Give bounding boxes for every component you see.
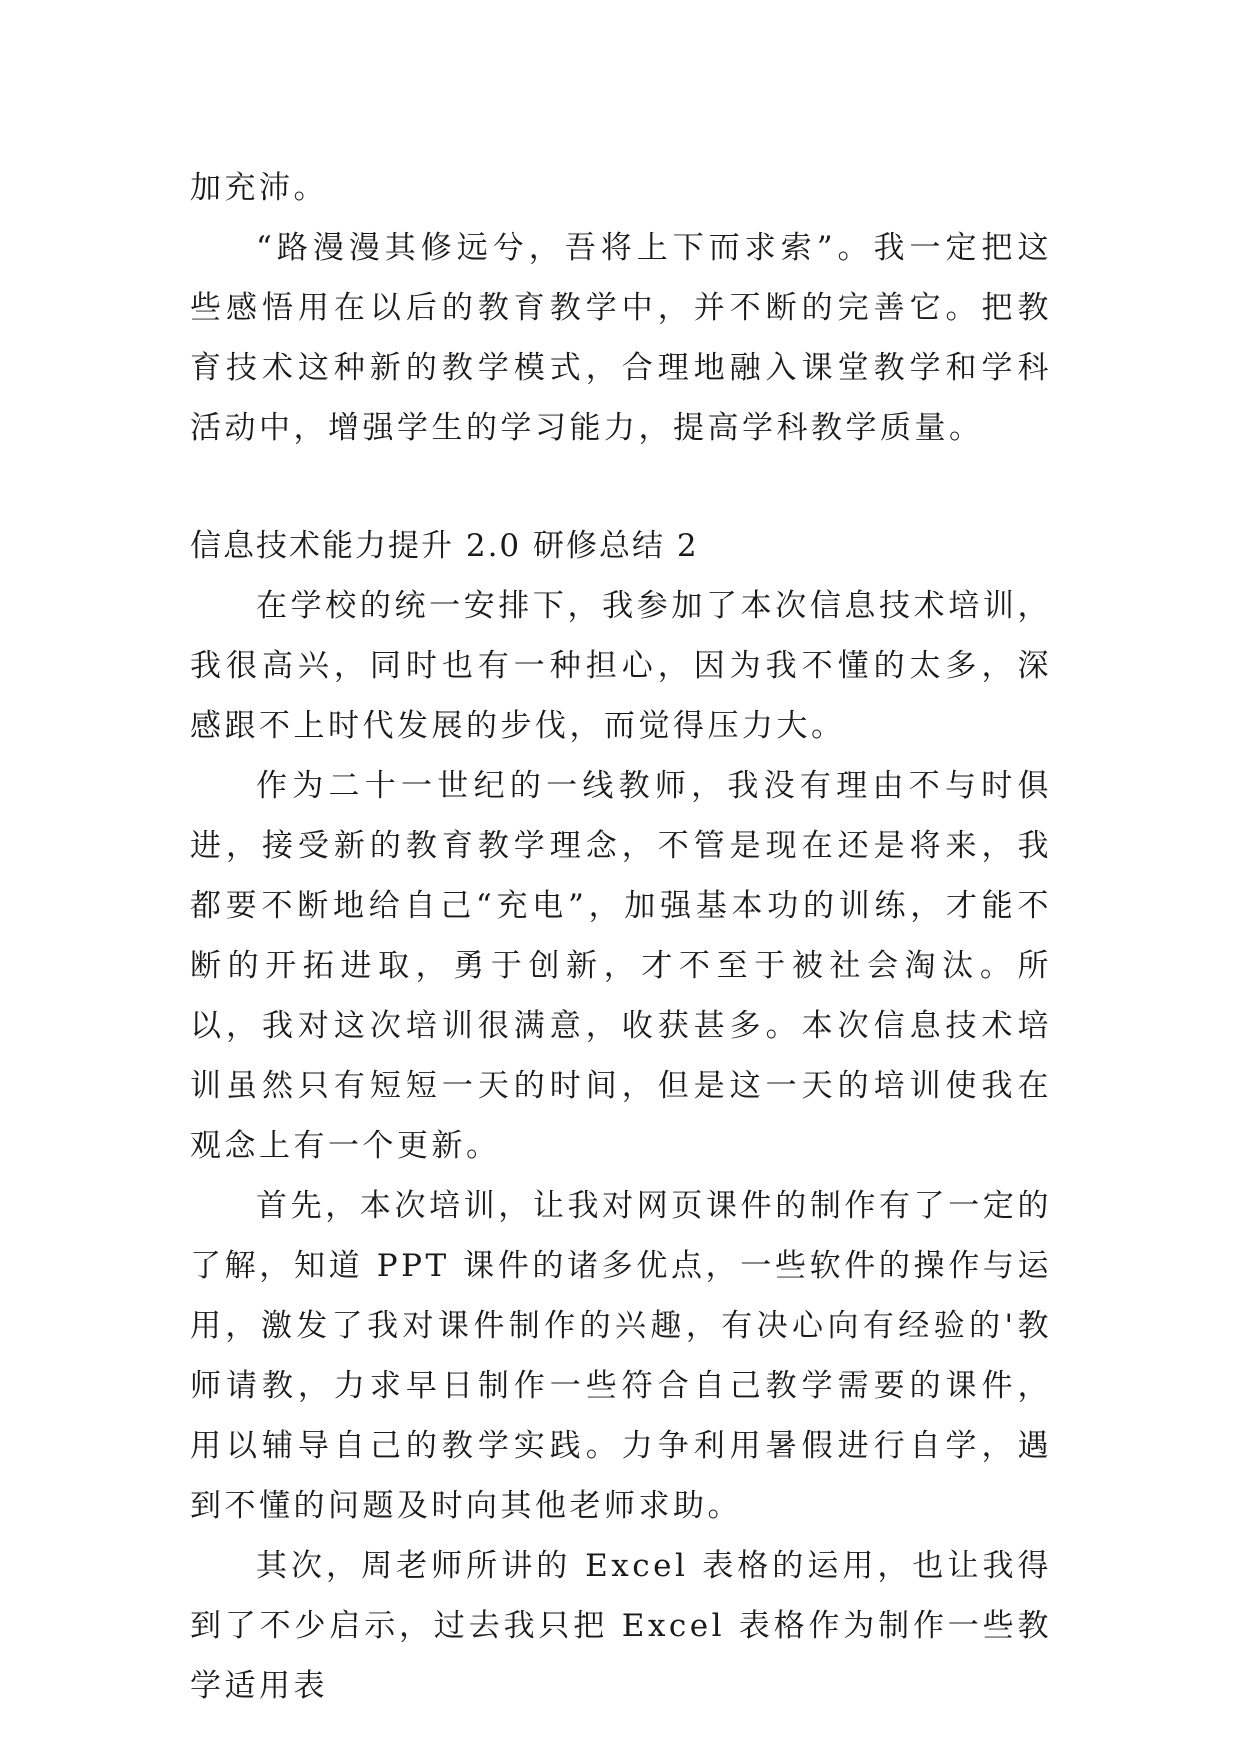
paragraph-quote-conclusion: “路漫漫其修远兮，吾将上下而求索”。我一定把这些感悟用在以后的教育教学中，并不断的完善它。把教育技术这种新的教学模式，合理地融入课堂教学和学科活动中，增强学生的学习能力，提高学科教学质量。	[190, 230, 1052, 446]
paragraph-excel: 其次，周老师所讲的 Excel 表格的运用，也让我得到了不少启示，过去我只把 Excel 表格作为制作一些教学适用表	[190, 1548, 1052, 1704]
document-body	[190, 158, 1052, 1716]
paragraph-continuation: 加充沛。	[190, 170, 328, 206]
section-title: 信息技术能力提升 2.0 研修总结 2	[190, 528, 699, 564]
paragraph-courseware: 首先，本次培训，让我对网页课件的制作有了一定的了解，知道 PPT 课件的诸多优点，一些软件的操作与运用，激发了我对课件制作的兴趣，有决心向有经验的'教师请教，力求早日制作一些符合自己教学需要的课件，用以辅导自己的教学实践。力争利用暑假进行自学，遇到不懂的问题及时向其他老师求助。	[190, 1188, 1052, 1524]
paragraph-teacher-reflection: 作为二十一世纪的一线教师，我没有理由不与时俱进，接受新的教育教学理念，不管是现在还是将来，我都要不断地给自己“充电”，加强基本功的训练，才能不断的开拓进取，勇于创新，才不至于被社会淘汰。所以，我对这次培训很满意，收获甚多。本次信息技术培训虽然只有短短一天的时间，但是这一天的培训使我在观念上有一个更新。	[190, 768, 1052, 1164]
paragraph-training-intro: 在学校的统一安排下，我参加了本次信息技术培训，我很高兴，同时也有一种担心，因为我不懂的太多，深感跟不上时代发展的步伐，而觉得压力大。	[190, 588, 1052, 744]
section-spacer	[190, 458, 1052, 516]
